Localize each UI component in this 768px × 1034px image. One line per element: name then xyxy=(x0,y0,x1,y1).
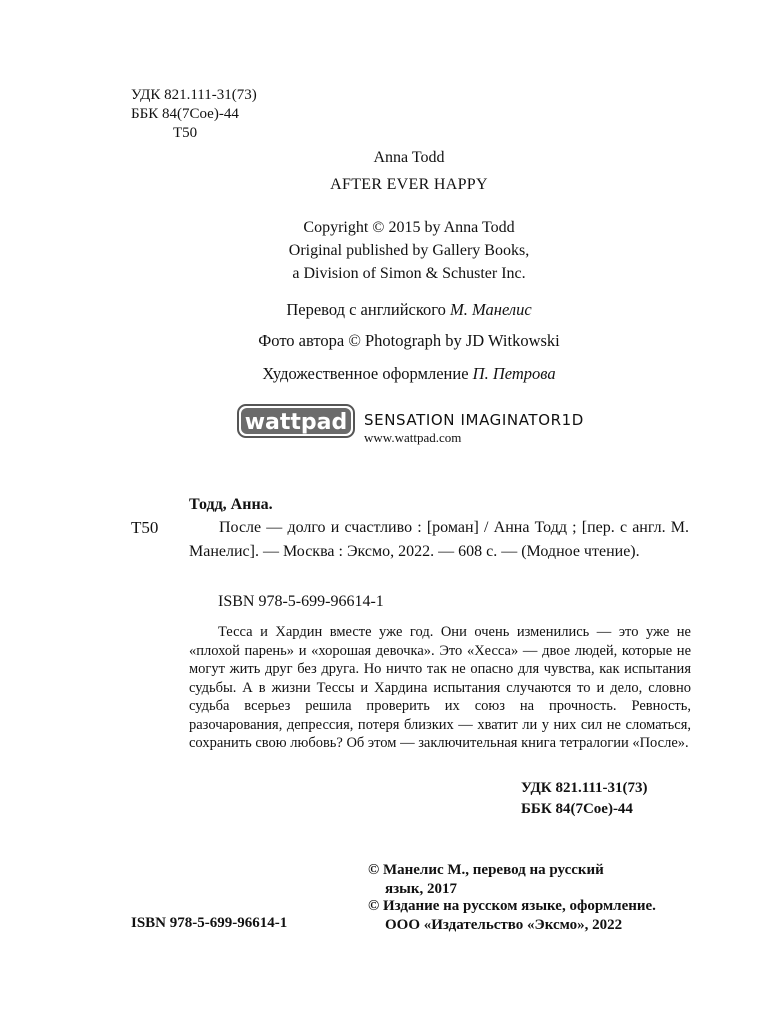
edition-copyright-line-1: © Издание на русском языке, оформление. xyxy=(368,898,656,914)
copyright-line-3: a Division of Simon & Schuster Inc. xyxy=(292,265,526,282)
translation-label: Перевод с английского xyxy=(286,300,446,319)
copyright-line-1: Copyright © 2015 by Anna Todd xyxy=(303,219,515,236)
designer-name: П. Петрова xyxy=(472,364,556,383)
translator-name: М. Манелис xyxy=(450,300,532,319)
wattpad-logo-text: wattpad xyxy=(244,410,348,435)
original-title: AFTER EVER HAPPY xyxy=(330,176,488,193)
edition-copyright xyxy=(368,897,656,935)
biblio-description-text: После — долго и счастливо : [роман] / Анна Тодд ; [пер. с англ. М. Манелис]. — Москва : Эксмо, 2022. — 608 с. — (Модное чтение). xyxy=(189,519,689,560)
translation-copyright-line-1: © Манелис М., перевод на русский xyxy=(368,862,604,878)
top-classification-block xyxy=(131,86,257,143)
top-bbk: ББК 84(7Сое)-44 xyxy=(131,106,239,122)
wattpad-tagline: SENSATION IMAGINATOR1D xyxy=(364,411,584,429)
biblio-isbn: ISBN 978-5-699-96614-1 xyxy=(218,593,384,610)
photo-credit: Фото автора © Photograph by JD Witkowski xyxy=(258,331,560,350)
edition-copyright-line-2: ООО «Издательство «Эксмо», 2022 xyxy=(385,917,623,933)
design-label: Художественное оформление xyxy=(262,364,469,383)
original-copyright xyxy=(0,216,768,285)
biblio-description xyxy=(189,516,689,564)
translation-credit xyxy=(0,300,768,320)
design-credit xyxy=(0,364,768,384)
bottom-bbk: ББК 84(7Сое)-44 xyxy=(521,801,633,817)
wattpad-logo-icon xyxy=(237,404,355,438)
original-author: Anna Todd xyxy=(373,149,445,166)
biblio-author-heading: Тодд, Анна. xyxy=(189,496,273,513)
bottom-isbn: ISBN 978-5-699-96614-1 xyxy=(131,915,288,931)
top-author-mark: Т50 xyxy=(173,125,198,141)
translation-copyright xyxy=(368,861,604,899)
wattpad-url: www.wattpad.com xyxy=(364,430,462,445)
top-udk: УДК 821.111-31(73) xyxy=(131,87,257,103)
copyright-line-2: Original published by Gallery Books, xyxy=(288,242,530,259)
bottom-classification-block xyxy=(521,778,648,820)
annotation: Тесса и Хардин вместе уже год. Они очень изменились — это уже не «плохой парень» и «хорошая девочка». Это «Хесса» — двое людей, которые не могут жить друг без друга. Но ничто так не опасно для чувства, как испытания судьбы. А в жизни Тессы и Хардина испытания случаются то и дело, словно судьба всерьез решила проверить их союз на прочность. Ревность, разочарования, депрессия, потеря близких — хватит ли у них сил не сломаться, сохранить свою любовь? Об этом — заключительная книга тетралогии «После». xyxy=(189,624,691,751)
translation-copyright-line-2: язык, 2017 xyxy=(385,881,457,897)
biblio-author-mark: Т50 xyxy=(131,518,159,537)
bottom-udk: УДК 821.111-31(73) xyxy=(521,780,648,796)
